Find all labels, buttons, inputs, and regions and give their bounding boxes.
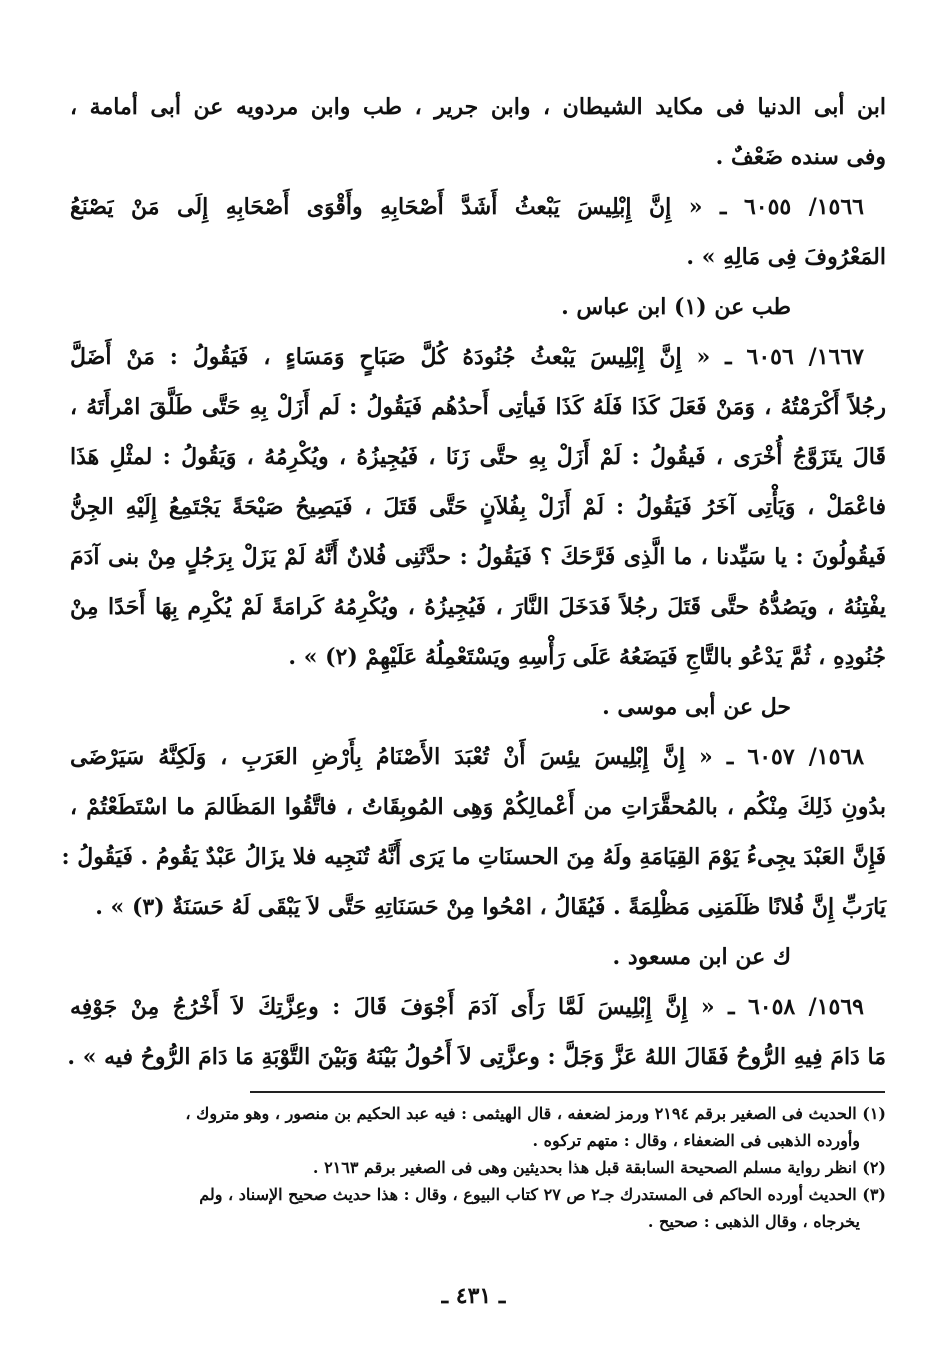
footnote-2: (٢) انظر رواية مسلم الصحيحة السابقة قبل هذا بحديثين وهى فى الصغير برقم ٢١٦٣ . [312, 1158, 886, 1177]
text-line: مَا دَامَ فِيهِ الرُّوحُ فَقَالَ اللهُ عَزَّ وَجَلَّ : وعزَّتِى لاَ أَحُولُ بَيْنَهُ وَبَيْنَ التَّوْبَةِ مَا دَامَ الرُّوحُ فيه » . [67, 1044, 886, 1070]
text-line: وفى سنده ضَعْفٌ . [715, 144, 886, 170]
footnote-3: (٣) الحديث أورده الحاكم فى المستدرك جـ٢ ص ٢٧ كتاب البيوع ، وقال : هذا حديث صحيح الإسناد ، ولم [199, 1185, 886, 1204]
source-line: ك عن ابن مسعود . [612, 944, 791, 970]
text-line: فَيقُولُونَ : يا سَيِّدنا ، ما الَّذِى فَرَّحَكَ ؟ فَيَقُولُ : حدَّثَنِى فُلانٌ أَنَّهُ لَمْ يَزَلْ بِرَجُلٍ مِنْ بنى آدَمَ [70, 544, 886, 570]
text-line: المَعْرُوفَ فِى مَالِهِ » . [686, 244, 886, 270]
hadith-1566-start: ١٥٦٦/ ٦٠٥٥ ـ « إِنَّ إِبْلِيسَ يَبْعثُ أَشَدَّ أَصْحَابِهِ وأَقْوَى أَصْحَابِهِ إِلَى مَنْ يَصْنَعُ [70, 194, 864, 220]
text-line: بدُونِ ذَلِكَ مِنْكُم ، بالمُحقَّرَاتِ من أَعْمالِكُمْ وَهِى المُوبِقَاتُ ، فاتَّقُوا المَظَالمَ ما اسْتَطَعْتُمْ ، [70, 794, 887, 820]
text-line: قَالَ يتَزَوَّجُ أُخْرَى ، فَيقُولُ : لَمْ أَزَلْ بِهِ حتَّى زَنَا ، فَيُجِيزُهُ ، ويُكْرِمُهُ ، وَيَقُولُ : لمثْلِ هَذَا [70, 444, 886, 470]
footnote-3-continued: يخرجاه ، وقال الذهبى : صحيح . [647, 1212, 860, 1231]
text-line: جُنُودِهِ ، ثُمَّ يَدْعُو بالتَّاجِ فَيَضَعُهُ عَلَى رَأْسِهِ ويَسْتَعْمِلُهُ عَلَيْهِمْ (٢) » . [288, 644, 886, 670]
source-line: طب عن (١) ابن عباس . [561, 294, 791, 320]
page-number: ـ ٤٣١ ـ [441, 1283, 506, 1309]
footnote-divider [250, 1091, 885, 1093]
text-line: فاعْمَلْ ، وَيَأْتِى آخَرُ فَيَقُولُ : لَمْ أَزَلْ بِفُلاَنٍ حَتَّى قَتَلَ ، فَيَصِيحُ صَيْحَةً يَجْتَمِعُ إِلَيْهِ الجِنُّ [70, 494, 886, 520]
hadith-1568-start: ١٥٦٨/ ٦٠٥٧ ـ « إِنَّ إِبْلِيسَ يئِسَ أَنْ تُعْبَدَ الأَصْنَامُ بِأَرْضِ العَرَبِ ، وَلَكِنَّهُ سَيَرْضَى [70, 744, 865, 770]
footnote-1-continued: وأورده الذهبى فى الضعفاء ، وقال : متهم تركوه . [532, 1131, 860, 1150]
hadith-1569-start: ١٥٦٩/ ٦٠٥٨ ـ « إِنَّ إِبْلِيسَ لَمَّا رَأَى آدَمَ أَجْوَفَ قَالَ : وعِزَّتِكَ لاَ أَخْرُجُ مِنْ جَوْفِه [70, 994, 864, 1020]
source-line: حل عن أبى موسى . [602, 694, 791, 720]
text-line: فَإِنَّ العَبْدَ يجِىءُ يَوْمَ القِيَامَةِ ولَهُ مِنَ الحسنَاتِ ما يَرَى أَنَّهُ تُنَجِيه فلا يزَالُ عَبْدٌ يَقُومُ . فَيَقُولُ : [61, 844, 886, 870]
text-line: ابن أبى الدنيا فى مكايد الشيطان ، وابن جرير ، طب وابن مردويه عن أبى أمامة ، [70, 94, 886, 120]
text-line: يَارَبِّ إِنَّ فُلانًا ظَلَمَنِى مَظْلِمَةً . فَيُقَالُ ، امْحُوا مِنْ حَسَنَاتِهِ حَتَّى لاَ يَبْقَى لَهُ حَسَنَةٌ (٣) » . [95, 894, 886, 920]
hadith-1667-start: ١٦٦٧/ ٦٠٥٦ ـ « إِنَّ إِبْلِيسَ يَبْعثُ جُنُودَهُ كُلَّ صَبَاحٍ وَمَسَاءٍ ، فَيَقُولُ : مَنْ أَضَلَّ [70, 344, 864, 370]
text-line: رجُلاً أَكْرَمْتُهُ ، وَمَنْ فَعَلَ كَذَا فَلَهُ كَذَا فَيأتِى أَحدُهُم فَيَقُولُ : لَم أَزَلْ بِهِ حَتَّى طَلَّقَ امْرأَتَهُ ، [70, 394, 886, 420]
footnote-1: (١) الحديث فى الصغير برقم ٢١٩٤ ورمز لضعفه ، قال الهيثمى : فيه عبد الحكيم بن منصور ، وهو متروك ، [185, 1104, 886, 1123]
footnotes [70, 1100, 886, 1235]
main-text [61, 82, 887, 1082]
text-line: يفْتِنُهُ ، ويَصُدُّهُ حتَّى قَتَلَ رجُلاً فَدَخَلَ النَّارَ ، فَيُجِيزُهُ ، ويُكْرِمُهُ كَرامَةً لَمْ يُكْرِم بِهَا أَحَدًا مِنْ [70, 594, 886, 620]
